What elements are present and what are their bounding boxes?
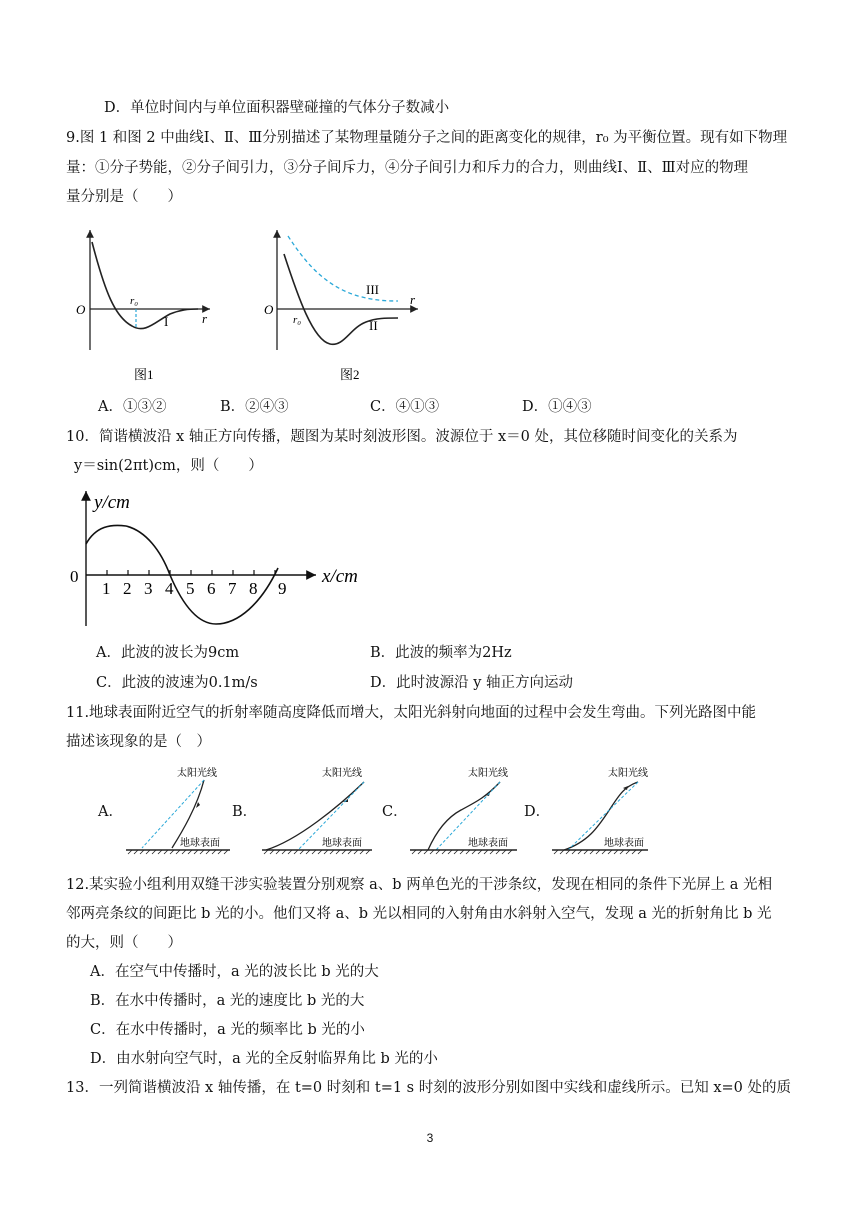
q10-tick: 4 (165, 579, 174, 598)
q9-stem-line2: 量：①分子势能，②分子间引力，③分子间斥力，④分子间引力和斥力的合力，则曲线Ⅰ、Ⅱ、Ⅲ对应的物理 (66, 160, 749, 176)
q10-tick: 2 (123, 579, 132, 598)
q11-d-sun-label: 太阳光线 (608, 768, 648, 779)
q9-option-c: C．④①③ (370, 399, 440, 415)
q12-stem-line1: 12.某实验小组利用双缝干涉实验装置分别观察 a、b 两单色光的干涉条纹，发现在相同的条件下光屏上 a 光相 (66, 877, 773, 893)
q10-tick: 9 (278, 579, 287, 598)
q11-a-sun-label: 太阳光线 (177, 768, 217, 779)
q12-option-d: D．由水射向空气时，a 光的全反射临界角比 b 光的小 (90, 1051, 438, 1067)
q9-stem-line1: 9.图 1 和图 2 中曲线Ⅰ、Ⅱ、Ⅲ分别描述了某物理量随分子之间的距离变化的规律，r₀ 为平衡位置。现有如下物理 (66, 130, 788, 146)
q10-tick: 5 (186, 579, 195, 598)
q11-option-c: C． (382, 804, 408, 820)
fig1-axis-label: r (202, 311, 208, 326)
q10-stem-line2: y＝sin(2πt)cm，则（ ） (74, 458, 263, 474)
q13-stem-line1: 13．一列简谐横波沿 x 轴传播，在 t=0 时刻和 t=1 s 时刻的波形分别如图中实线和虚线所示。已知 x=0 处的质 (66, 1080, 792, 1096)
q9-option-b: B．②④③ (220, 399, 289, 415)
page-number: 3 (426, 1131, 434, 1145)
q10-wave-graph (66, 486, 376, 636)
q10-option-c: C．此波的波速为0.1m/s (96, 675, 258, 691)
fig2-caption: 图2 (340, 367, 360, 382)
q11-diagram-d (548, 762, 663, 857)
q9-option-d: D．①④③ (522, 399, 592, 415)
q9-stem-line3: 量分别是（ ） (66, 189, 182, 205)
q11-option-b: B． (232, 804, 258, 820)
q10-tick: 6 (207, 579, 216, 598)
q11-option-a: A． (98, 804, 123, 820)
q12-stem-line2: 邻两亮条纹的间距比 b 光的小。他们又将 a、b 光以相同的入射角由水斜射入空气，发现 a 光的折射角比 b 光 (66, 906, 772, 922)
q9-option-a: A．①③② (98, 399, 167, 415)
q10-option-b: B．此波的频率为2Hz (370, 645, 512, 661)
q8-option-d: D．单位时间内与单位面积器壁碰撞的气体分子数减小 (104, 100, 450, 116)
q11-stem-line2: 描述该现象的是（ ） (66, 734, 211, 750)
fig2-curve-ii-label: II (369, 318, 378, 333)
q10-xlabel: x/cm (322, 566, 358, 587)
q11-b-ground-label: 地球表面 (322, 838, 362, 849)
fig2-r0-label: r₀ (293, 314, 302, 326)
q10-tick: 7 (228, 579, 237, 598)
q10-option-a: A．此波的波长为9cm (96, 645, 240, 661)
q11-a-ground-label: 地球表面 (180, 838, 220, 849)
q12-option-a: A．在空气中传播时，a 光的波长比 b 光的大 (90, 964, 379, 980)
fig2-axis-label: r (410, 292, 416, 307)
q10-stem-line1: 10．简谐横波沿 x 轴正方向传播，题图为某时刻波形图。波源位于 x＝0 处，其位移随时间变化的关系为 (66, 429, 738, 445)
q12-option-c: C．在水中传播时，a 光的频率比 b 光的小 (90, 1022, 365, 1038)
fig1-r0-label: r₀ (130, 295, 139, 307)
q10-option-d: D．此时波源沿 y 轴正方向运动 (370, 675, 574, 691)
fig2-origin: O (264, 302, 274, 317)
q11-b-sun-label: 太阳光线 (322, 768, 362, 779)
fig1-curve-label: I (164, 314, 169, 329)
q11-diagram-b (258, 762, 376, 857)
q12-stem-line3: 的大，则（ ） (66, 935, 182, 951)
q11-d-ground-label: 地球表面 (604, 838, 644, 849)
q11-diagram-c (406, 762, 521, 857)
q9-figure-1 (70, 222, 230, 392)
q11-diagram-a (122, 762, 234, 857)
q11-c-sun-label: 太阳光线 (468, 768, 508, 779)
q12-option-b: B．在水中传播时，a 光的速度比 b 光的大 (90, 993, 365, 1009)
q11-option-d: D． (524, 804, 551, 820)
fig2-curve-iii-label: III (366, 282, 379, 297)
q11-stem-line1: 11.地球表面附近空气的折射率随高度降低而增大，太阳光斜射向地面的过程中会发生弯曲。下列光路图中能 (66, 705, 757, 721)
fig1-origin: O (76, 302, 86, 317)
q10-tick: 8 (249, 579, 258, 598)
q10-origin: 0 (70, 567, 79, 586)
q10-tick: 1 (102, 579, 111, 598)
q11-c-ground-label: 地球表面 (468, 838, 508, 849)
q10-tick: 3 (144, 579, 153, 598)
q9-figure-2 (258, 222, 433, 392)
q10-ylabel: y/cm (94, 492, 130, 513)
fig1-caption: 图1 (134, 367, 154, 382)
